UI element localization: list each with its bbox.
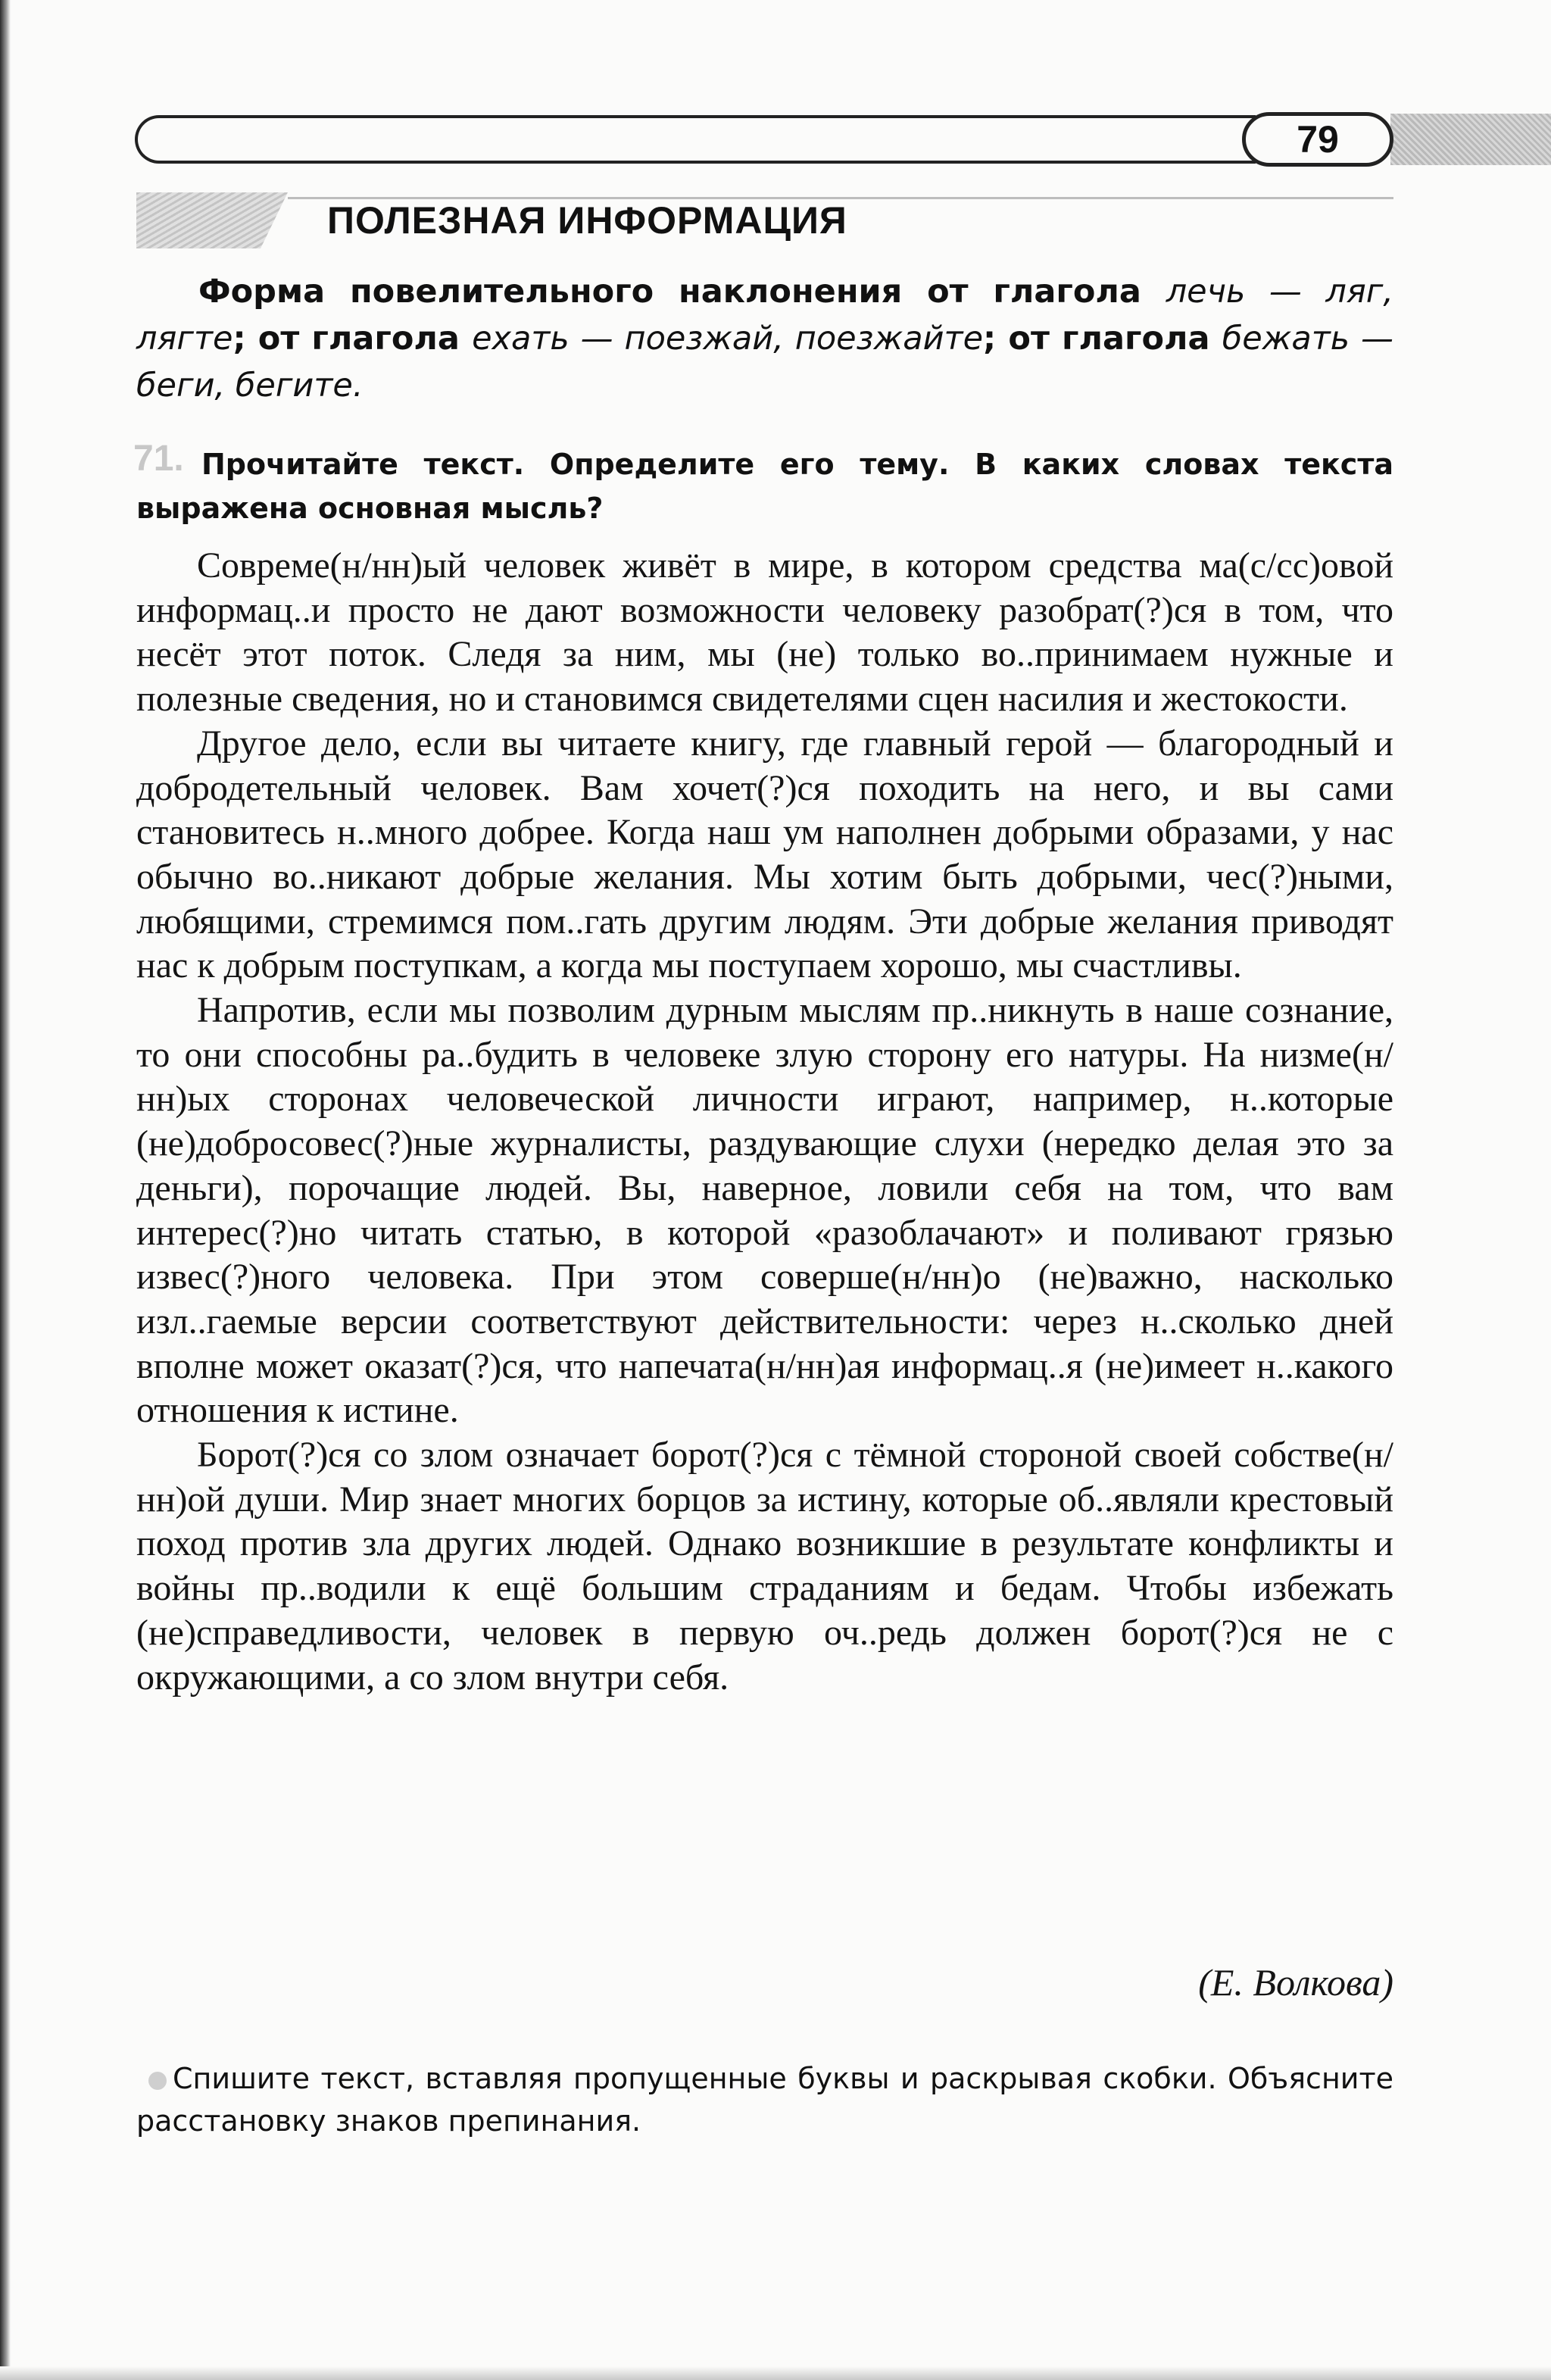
section-title: ПОЛЕЗНАЯ ИНФОРМАЦИЯ (327, 199, 847, 242)
info-bold-3: ; от глагола (983, 320, 1222, 358)
exercise-assignment: Спишите текст, вставляя пропущенные буквы и раскрывая скобки. Объясните расстановку знаков препинания. (136, 2062, 1393, 2138)
text-author: (Е. Волкова) (1198, 1961, 1393, 2004)
info-italic-1: лечь — ляг, лягте (136, 273, 1394, 358)
text-paragraph: Напротив, если мы позволим дурным мыслям пр..никнуть в наше сознание, то они способны ра..будить в человеке злую сторону его натуры. На низме(н/нн)ых сторонах человеческой личности играют, например, н..которые (не)добросовес(?)ные журналисты, раздувающие слухи (нередко делая это за деньги), порочащие людей. Вы, наверное, ловили себя на том, что вам интерес(?)но читать статью, в которой «разоблачают» и поливают грязью извес(?)ного человека. При этом соверше(н/нн)о (не)важно, насколько изл..гаемые версии соответствуют действительности: через н..сколько дней вполне может оказат(?)ся, что напечата(н/нн)ая информац..я (не)имеет н..какого отношения к истине. (136, 990, 1393, 1431)
exercise-text (136, 544, 1393, 1700)
exercise-task: Прочитайте текст. Определите его тему. В каких словах текста выражена основная мысль? (136, 448, 1393, 525)
info-bold-2: ; от глагола (232, 320, 473, 358)
header-texture (1390, 114, 1551, 165)
info-bold-1: Форма повелительного наклонения от глагола (198, 273, 1166, 311)
page-number: 79 (1242, 112, 1393, 167)
text-paragraph: Другое дело, если вы читаете книгу, где главный герой — благородный и добродетельный человек. Вам хочет(?)ся походить на него, и вы сами становитесь н..много добрее. Когда наш ум наполнен добрыми образами, у нас обычно во..никают добрые желания. Мы хотим быть добрыми, чес(?)ными, любящими, стремимся пом..гать другим людям. Эти добрые желания приводят нас к добрым поступкам, а когда мы поступаем хорошо, мы счастливы. (136, 723, 1393, 986)
useful-info-text (136, 268, 1393, 409)
exercise-number: 71. (133, 439, 184, 479)
text-paragraph: Борот(?)ся со злом означает борот(?)ся с тёмной стороной своей собстве(н/нн)ой души. Мир знает многих борцов за истину, которые об..являли крестовый поход против зла других людей. Однако возникшие в результате конфликты и войны пр..водили к ещё большим страданиям и бедам. Чтобы избежать (не)справедливости, человек в первую оч..редь должен борот(?)ся не с окружающими, а со злом внутри себя. (136, 1435, 1393, 1698)
page-binding-shadow (0, 0, 11, 2380)
info-italic-3: бежать — беги, бегите. (136, 320, 1393, 404)
header-bar (135, 115, 1256, 164)
section-banner-texture (136, 192, 288, 248)
text-paragraph: Совреме(н/нн)ый человек живёт в мире, в котором средства ма(с/сс)овой информац..и просто не дают возможности человеку разобрат(?)ся в том, что несёт этот поток. Следя за ним, мы (не) только во..принимаем нужные и полезные сведения, но и становимся свидетелями сцен насилия и жестокости. (136, 545, 1393, 720)
info-italic-2: ехать — поезжай, поезжайте (472, 320, 984, 358)
page-bottom-shadow (0, 2366, 1551, 2380)
